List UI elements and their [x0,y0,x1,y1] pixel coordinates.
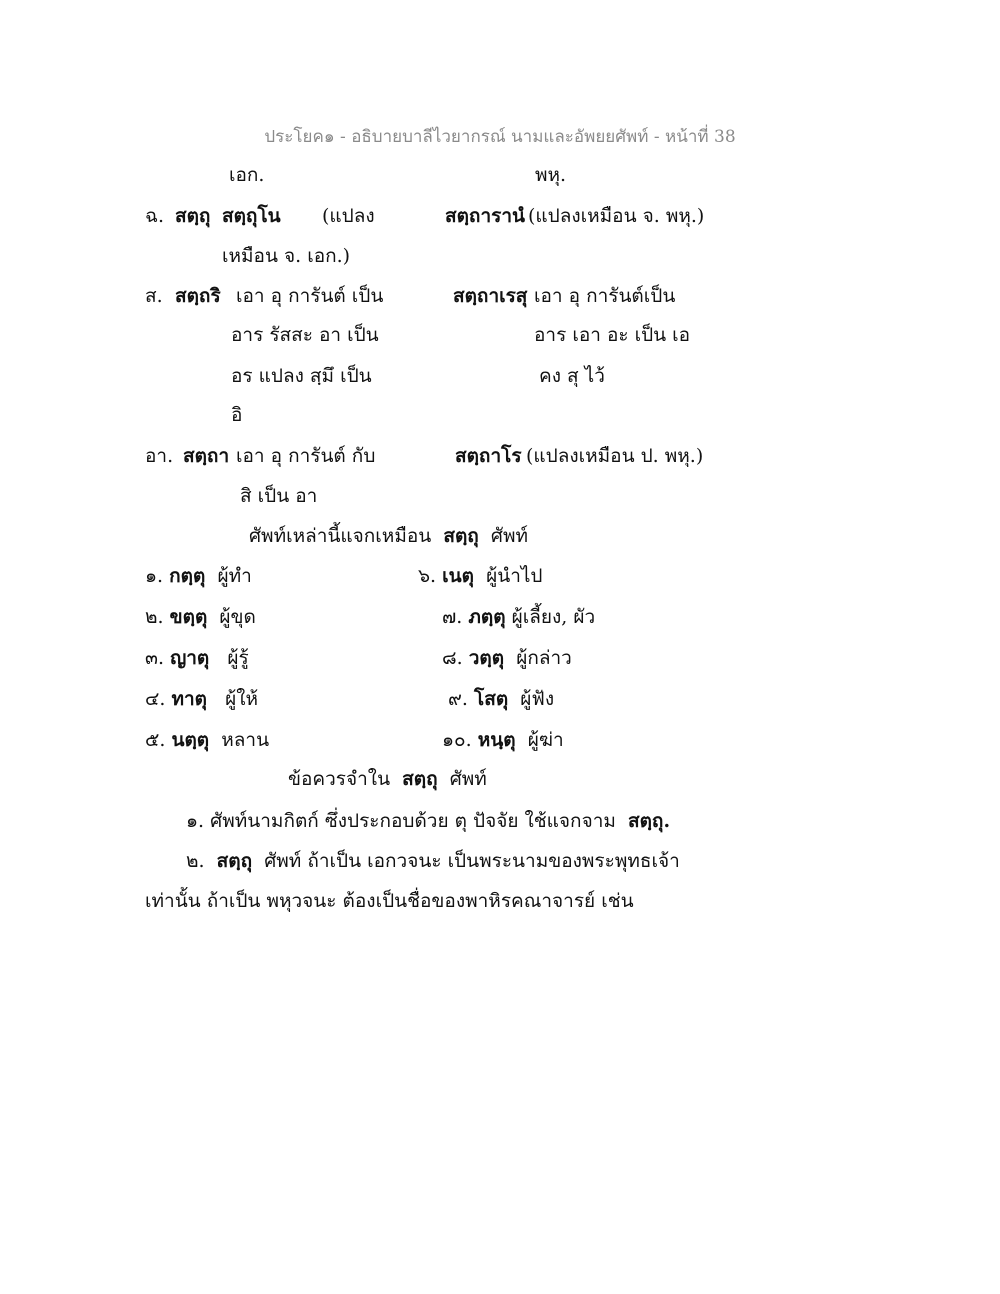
list-item: ๑๐. หนฺตุ ผู้ฆ่า [442,729,564,751]
case-marker-sa: ส. [145,285,163,307]
list-heading [249,523,528,549]
declension-word: สตฺถุโน [222,205,281,227]
case-marker-a: อา. [145,445,174,467]
declension-desc: อิ [231,404,243,426]
declension-word-plural: สตฺถาเรสุ [453,285,528,307]
column-label-singular: เอก. [229,164,265,186]
list-heading-suffix: ศัพท์ [490,525,529,547]
declension-word-plural: สตฺถาโร [455,445,522,467]
list-item: ๑. กตฺตุ ผู้ทำ [145,565,252,587]
case-marker-cha: ฉ. [145,205,164,227]
notes-heading-text: ข้อควรจำใน [288,768,391,790]
declension-desc-plural: เอา อุ การันต์เป็น [534,285,676,307]
note-2: ๒. สตฺถุ ศัพท์ ถ้าเป็น เอกวจนะ เป็นพระนามของพระพุทธเจ้า [186,850,680,872]
notes-heading-suffix: ศัพท์ [449,768,487,790]
declension-word: สตฺถา [183,445,230,467]
column-label-plural: พหุ. [535,164,567,186]
list-item: ๔. ทาตุ ผู้ให้ [145,688,259,710]
list-item: ๓. ญาตุ ผู้รู้ [145,647,249,669]
declension-desc: สิ เป็น อา [240,485,318,507]
notes-heading-word: สตฺถุ [402,768,438,790]
list-item: ๕. นตฺตุ หลาน [145,729,270,751]
declension-desc: เหมือน จ. เอก.) [222,245,351,267]
list-item: ๗. ภตฺตุ ผู้เลี้ยง, ผัว [442,606,596,628]
list-item: ๘. วตฺตุ ผู้กล่าว [442,647,572,669]
declension-desc: อาร รัสสะ อา เป็น [231,324,379,346]
declension-desc-plural: (แปลงเหมือน จ. พหุ.) [528,205,705,227]
declension-word: สตฺถริ [175,285,221,307]
declension-desc: เอา อุ การันต์ เป็น [236,285,384,307]
declension-word-plural: สตฺถารานํ [445,205,525,227]
declension-desc: (แปลง [322,205,375,227]
declension-desc: เอา อุ การันต์ กับ [236,445,376,467]
declension-word: สตฺถุ [175,205,211,227]
list-item: ๖. เนตุ ผู้นำไป [418,565,543,587]
page-header: ประโยค๑ - อธิบายบาลีไวยากรณ์ นามและอัพยยศัพท์ - หน้าที่ 38 [264,127,736,147]
list-heading-text: ศัพท์เหล่านี้แจกเหมือน [249,525,432,547]
declension-desc-plural: อาร เอา อะ เป็น เอ [534,324,691,346]
note-2-continuation: เท่านั้น ถ้าเป็น พหุวจนะ ต้องเป็นชื่อของพาหิรคณาจารย์ เช่น [145,890,634,912]
list-heading-word: สตฺถุ [443,525,479,547]
list-item: ๙. โสตุ ผู้ฟัง [448,688,555,710]
note-1: ๑. ศัพท์นามกิตก์ ซึ่งประกอบด้วย ตุ ปัจจัย ใช้แจกจาม สตฺถุ. [186,810,671,832]
declension-desc: อร แปลง สฺมึ เป็น [231,365,372,387]
declension-desc-plural: (แปลงเหมือน ป. พหุ.) [526,445,704,467]
list-item: ๒. ขตฺตุ ผู้ขุด [145,606,256,628]
notes-heading [288,766,487,792]
declension-desc-plural: คง สุ ไว้ [539,365,605,387]
